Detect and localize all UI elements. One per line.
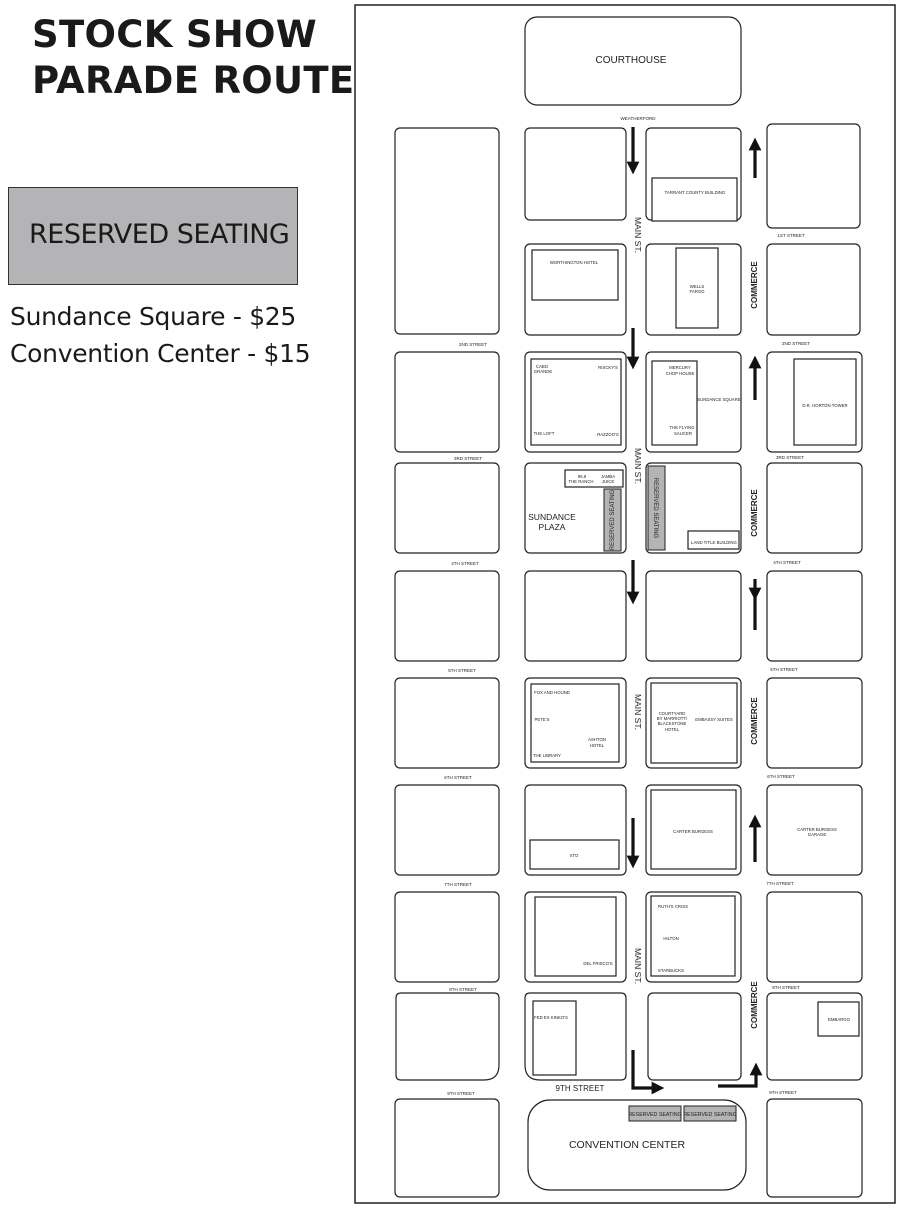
building-label: THE LIBRARY — [532, 753, 562, 758]
block — [525, 571, 626, 661]
building-label: FED EX KINKO'S — [534, 1015, 568, 1020]
building-label: THE RANCH — [568, 479, 594, 484]
block — [767, 1099, 862, 1197]
building-label: RAZZOO'S — [597, 432, 619, 437]
courthouse-label: COURTHOUSE — [595, 55, 667, 66]
price-convention: Convention Center - $15 — [10, 339, 311, 368]
building-label: SAUCER — [674, 431, 692, 436]
sundance-plaza-label: PLAZA — [538, 522, 566, 532]
worthington-hotel-building — [532, 250, 618, 300]
building-label: CHOP HOUSE — [665, 371, 695, 376]
block — [767, 463, 862, 553]
street-label: 3RD STREET — [775, 455, 805, 460]
building-label: 95.9 — [577, 474, 587, 479]
block — [767, 892, 862, 982]
street-label: 4TH STREET — [773, 560, 801, 565]
building-label: EMBASSY SUITES — [695, 717, 733, 722]
street-label: 9TH STREET — [769, 1090, 797, 1095]
fedex-building — [533, 1001, 576, 1075]
block — [767, 571, 862, 661]
title-line-2: PARADE ROUTE — [32, 59, 355, 102]
street-label: 6TH STREET — [767, 774, 795, 779]
block — [648, 993, 741, 1080]
block — [395, 571, 499, 661]
tarrant-county-building — [652, 178, 737, 221]
street-label: 8TH STREET — [772, 985, 800, 990]
building-label: FARGO — [689, 289, 705, 294]
block — [396, 993, 499, 1080]
block — [646, 571, 741, 661]
street-label: 2ND STREET — [781, 341, 811, 346]
building-label: STARBUCKS — [658, 968, 684, 973]
commerce-label: COMMERCE — [750, 981, 759, 1029]
street-label: 7TH STREET — [444, 882, 472, 887]
building-label: SUNDANCE SQUARE — [697, 397, 741, 402]
building-label: GARAGE — [807, 832, 827, 837]
block — [395, 128, 499, 334]
street-label: 1ST STREET — [777, 233, 805, 238]
building-label: D.R. HORTON TOWER — [802, 403, 848, 408]
building-label: THE FLYING — [669, 425, 695, 430]
street-label: 4TH STREET — [451, 561, 479, 566]
ninth-street-main-label: 9TH STREET — [555, 1084, 605, 1093]
block — [395, 892, 499, 982]
reserved-seating-label: RESERVED SEATING — [628, 1112, 682, 1118]
street-label: 6TH STREET — [444, 775, 472, 780]
building-label: BLACKSTONE — [657, 721, 687, 726]
main-st-label: MAIN ST. — [633, 448, 643, 484]
block — [525, 128, 626, 220]
fox-hound-building — [531, 684, 619, 762]
street-label: 8TH STREET — [449, 987, 477, 992]
building-label: CABO — [535, 364, 549, 369]
street-label: 3RD STREET — [453, 456, 483, 461]
building-label: HILTON — [663, 936, 679, 941]
building-label: XTO — [569, 853, 579, 858]
dr-horton-building — [794, 359, 856, 445]
block — [395, 678, 499, 768]
street-label: 7TH STREET — [766, 881, 794, 886]
main-st-label: MAIN ST. — [633, 694, 643, 730]
building-label: COURTYARD — [658, 711, 686, 716]
building-label: MERCURY — [669, 365, 691, 370]
building-label: CARTER BURGESS — [797, 827, 837, 832]
title-line-1: STOCK SHOW — [32, 13, 317, 56]
commerce-label: COMMERCE — [750, 261, 759, 309]
building-label: HOTEL — [589, 743, 605, 748]
building-label: THE LOFT — [533, 431, 555, 436]
building-label: EMBARGO — [828, 1017, 850, 1022]
commerce-label: COMMERCE — [750, 489, 759, 537]
reserved-seating-label: RESERVED SEATING — [652, 477, 658, 539]
building-label: CARTER BURGESS — [673, 829, 713, 834]
building-label: DEL FRISCO'S — [583, 961, 613, 966]
street-label: 9TH STREET — [447, 1091, 475, 1096]
block — [767, 124, 860, 228]
block — [767, 678, 862, 768]
commerce-label: COMMERCE — [750, 697, 759, 745]
block — [395, 463, 499, 553]
building-label: RISCKY'S — [598, 365, 618, 370]
block — [395, 1099, 499, 1197]
building-label: RUTH'S CRISS — [658, 904, 688, 909]
building-label: GRANDE — [533, 369, 553, 374]
block — [767, 244, 860, 335]
building-label: BY MARRIOTT/ — [656, 716, 688, 721]
price-sundance: Sundance Square - $25 — [10, 302, 297, 331]
building-label: ASHTON — [588, 737, 606, 742]
building-label: TARRANT COUNTY BUILDING — [664, 190, 726, 195]
building-label: WORTHINGTON HOTEL — [549, 260, 599, 265]
block — [395, 785, 499, 875]
main-st-label: MAIN ST. — [633, 948, 643, 984]
sundance-plaza-label: SUNDANCE — [528, 512, 576, 522]
reserved-seating-label: RESERVED SEATING — [683, 1112, 737, 1118]
building-label: JUICE — [601, 479, 615, 484]
street-label: 5TH STREET — [770, 667, 798, 672]
street-label: 5TH STREET — [448, 668, 476, 673]
building-label: JAMBA — [600, 474, 616, 479]
building-label: LAND TITLE BUILDING — [691, 540, 737, 545]
legend-label: RESERVED SEATING — [29, 219, 290, 250]
reserved-seating-label: RESERVED SEATING — [610, 489, 616, 551]
building-label: WELLS — [689, 284, 705, 289]
block — [395, 352, 499, 452]
main-st-label: MAIN ST. — [633, 217, 643, 253]
convention-center-label: CONVENTION CENTER — [568, 1139, 686, 1151]
building-label: PETE'S — [534, 717, 550, 722]
building-label: HOTEL — [664, 727, 680, 732]
building-label: FOX AND HOUND — [534, 690, 570, 695]
weatherford-label: WEATHERFORD — [620, 116, 656, 121]
street-label: 2ND STREET — [458, 342, 488, 347]
